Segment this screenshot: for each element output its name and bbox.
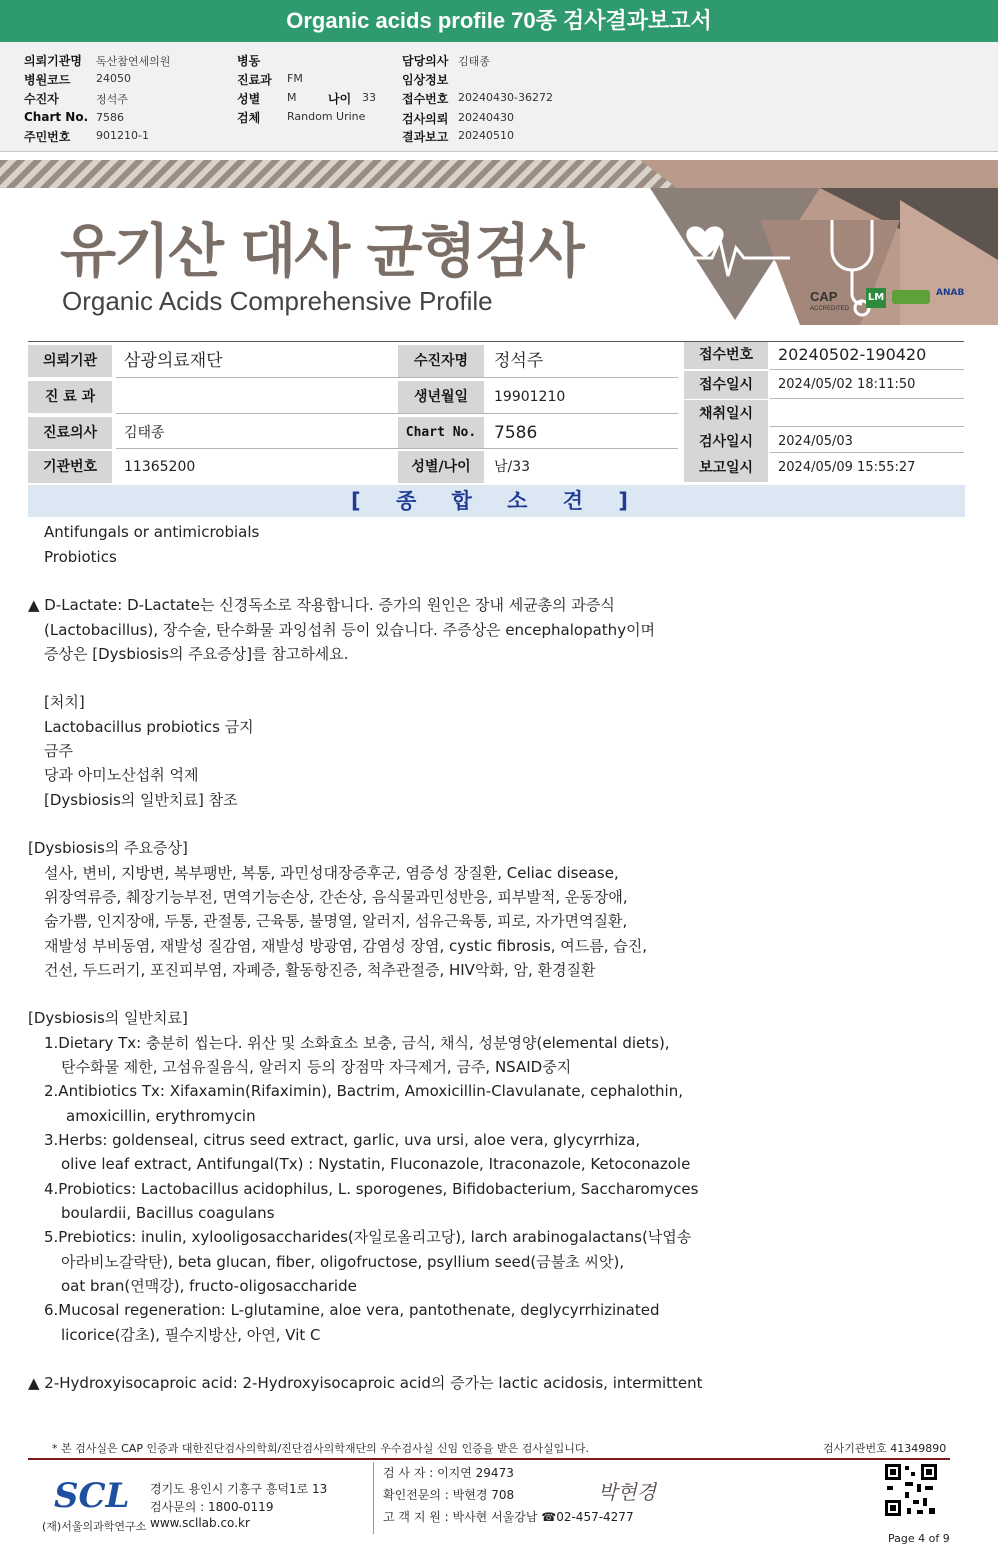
value-institution-no: 11365200: [116, 451, 396, 483]
lab-number: 검사기관번호 41349890: [823, 1442, 947, 1455]
text-line: boulardii, Bacillus coagulans: [61, 1204, 275, 1222]
value-patient-name: 정석주: [486, 345, 678, 377]
value-department: [116, 381, 396, 413]
table-divider: [770, 426, 964, 427]
text-line: amoxicillin, erythromycin: [66, 1107, 256, 1125]
report-header: Organic acids profile 70종 검사결과보고서 의뢰기관명 독산참연세의원 병원코드 24050 수진자 정석주 Chart No. 7586 주민번호 901210-1 병동 진료과 FM 성별 M 나이 33 검체 Random Urine 담당의사 김태종 임상정보 접수번호 20240430-36272 검사의뢰 20240430 결과보고 20240510: [0, 0, 998, 152]
anab-logo: ANAB: [936, 288, 965, 298]
label-patient-name: 수진자명: [398, 345, 484, 377]
label-department: 진 료 과: [28, 381, 112, 413]
value-report-time: 2024/05/09 15:55:27: [770, 454, 964, 482]
label-institution: 의뢰기관: [28, 345, 112, 377]
table-divider: [770, 452, 964, 453]
text-line: [Dysbiosis의 일반치료] 참조: [44, 791, 238, 809]
specialist: 확인전문의 : 박현경 708: [383, 1488, 515, 1502]
cap-logo: CAP ACCREDITED: [810, 289, 850, 312]
label-sex-age: 성별/나이: [398, 451, 484, 483]
green-badge-logo: [892, 290, 930, 304]
value-collection-time: [770, 400, 964, 428]
text-line: 탄수화물 제한, 고섬유질음식, 알러지 등의 장점막 자극제거, 금주, NSAID중지: [61, 1058, 572, 1076]
text-line: Lactobacillus probiotics 금지: [44, 718, 254, 736]
value-receipt-no: 20240502-190420: [770, 341, 964, 369]
text-line: [Dysbiosis의 일반치료]: [28, 1009, 188, 1027]
examiner: 검 사 자 : 이지연 29473: [383, 1466, 514, 1480]
text-line: (Lactobacillus), 장수술, 탄수화물 과잉섭취 등이 있습니다. 주증상은 encephalopathy이며: [44, 621, 656, 639]
text-line: 건선, 두드러기, 포진피부염, 자폐증, 활동항진증, 척추관절증, HIV악화, 암, 환경질환: [44, 961, 596, 979]
page-number: Page 4 of 9: [888, 1532, 950, 1545]
value-birthdate: 19901210: [486, 381, 678, 413]
text-line: 숨가쁨, 인지장애, 두통, 관절통, 근육통, 불명열, 알러지, 섬유근육통, 피로, 자가면역질환,: [44, 912, 628, 930]
website-link[interactable]: www.scllab.co.kr: [150, 1516, 250, 1530]
label-chart-no: Chart No.: [398, 417, 484, 449]
inquiry-phone: 검사문의 : 1800-0119: [150, 1500, 274, 1514]
text-line: oat bran(연맥강), fructo-oligosaccharide: [61, 1277, 357, 1295]
label-test-date: 검사일시: [684, 428, 768, 456]
lm-logo: LM: [866, 288, 886, 308]
profile-banner: [0, 160, 998, 325]
text-line: 2.Antibiotics Tx: Xifaxamin(Rifaximin), Bactrim, Amoxicillin-Clavulanate, cephalothin,: [44, 1082, 683, 1100]
report-title: Organic acids profile 70종 검사결과보고서: [0, 0, 998, 42]
text-line: 5.Prebiotics: inulin, xylooligosaccharides(자일로올리고당), larch arabinogalactans(낙엽송: [44, 1228, 692, 1246]
label-birthdate: 생년월일: [398, 381, 484, 413]
value-receipt-time: 2024/05/02 18:11:50: [770, 371, 964, 399]
address: 경기도 용인시 기흥구 흥덕1로 13: [150, 1482, 328, 1496]
text-line: ▲ 2-Hydroxyisocaproic acid: 2-Hydroxyisocaproic acid의 증가는 lactic acidosis, intermittent: [28, 1374, 703, 1392]
text-line: 3.Herbs: goldenseal, citrus seed extract, garlic, uva ursi, aloe vera, glycyrrhiza,: [44, 1131, 641, 1149]
text-line: 재발성 부비동염, 재발성 질감염, 재발성 방광염, 감염성 장염, cystic fibrosis, 여드름, 습진,: [44, 937, 648, 955]
value-physician: 김태종: [116, 417, 396, 449]
qr-code-icon: [883, 1462, 939, 1518]
value-institution: 삼광의료재단: [116, 345, 396, 377]
value-test-date: 2024/05/03: [770, 428, 964, 456]
text-line: ▲ D-Lactate: D-Lactate는 신경독소로 작용합니다. 증가의 원인은 장내 세균총의 과증식: [28, 596, 615, 614]
text-line: [Dysbiosis의 주요증상]: [28, 839, 188, 857]
value-sex-age: 남/33: [486, 451, 678, 483]
banner-title-english: Organic Acids Comprehensive Profile: [62, 286, 493, 316]
banner-title-korean: 유기산 대사 균형검사: [60, 217, 583, 285]
text-line: olive leaf extract, Antifungal(Tx) : Nystatin, Fluconazole, Itraconazole, Ketoconazole: [61, 1155, 691, 1173]
table-divider: [770, 369, 964, 370]
signature: 박현경: [598, 1480, 656, 1504]
label-receipt-time: 접수일시: [684, 371, 768, 399]
report-footer: [28, 1436, 968, 1564]
customer-support: 고 객 지 원 : 박사현 서울강남 ☎02-457-4277: [383, 1510, 634, 1524]
text-line: 당과 아미노산섭취 억제: [44, 766, 199, 784]
scl-logo: SCL: [54, 1476, 130, 1516]
text-line: Probiotics: [44, 548, 117, 566]
text-line: Antifungals or antimicrobials: [44, 523, 260, 541]
text-line: 아라비노갈락탄), beta glucan, fiber, oligofructose, psyllium seed(금불초 씨앗),: [61, 1253, 625, 1271]
value-chart-no: 7586: [486, 417, 678, 449]
label-physician: 진료의사: [28, 417, 112, 449]
text-line: 1.Dietary Tx: 충분히 씹는다. 위산 및 소화효소 보충, 금식, 채식, 성분영양(elemental diets),: [44, 1034, 670, 1052]
table-top-rule: [28, 341, 964, 342]
footer-divider: [373, 1462, 374, 1534]
text-line: 증상은 [Dysbiosis의 주요증상]를 참고하세요.: [44, 645, 349, 663]
text-line: 4.Probiotics: Lactobacillus acidophilus, L. sporogenes, Bifidobacterium, Saccharomyces: [44, 1180, 699, 1198]
text-line: [처치]: [44, 693, 85, 711]
text-line: licorice(감초), 필수지방산, 아연, Vit C: [61, 1326, 321, 1344]
label-report-time: 보고일시: [684, 454, 768, 482]
text-line: 설사, 변비, 지방변, 복부팽반, 복통, 과민성대장증후군, 염증성 장질환, Celiac disease,: [44, 864, 619, 882]
org-name: (재)서울의과학연구소: [42, 1520, 147, 1533]
label-collection-time: 채취일시: [684, 400, 768, 428]
label-institution-no: 기관번호: [28, 451, 112, 483]
summary-heading: [ 종 합 소 견 ]: [28, 485, 965, 517]
table-divider: [116, 413, 678, 414]
table-divider: [116, 448, 678, 449]
text-line: 금주: [44, 742, 73, 760]
label-receipt-no: 접수번호: [684, 341, 768, 369]
table-divider: [116, 377, 678, 378]
text-line: 6.Mucosal regeneration: L-glutamine, aloe vera, pantothenate, deglycyrrhizinated: [44, 1301, 660, 1319]
footer-rule: [28, 1458, 950, 1460]
certification-note: * 본 검사실은 CAP 인증과 대한진단검사의학회/진단검사의학재단의 우수검사실 신임 인증을 받은 검사실입니다.: [52, 1442, 590, 1455]
text-line: 위장역류증, 췌장기능부전, 면역기능손상, 간손상, 음식물과민성반응, 피부발적, 운동장애,: [44, 888, 628, 906]
table-divider: [770, 398, 964, 399]
